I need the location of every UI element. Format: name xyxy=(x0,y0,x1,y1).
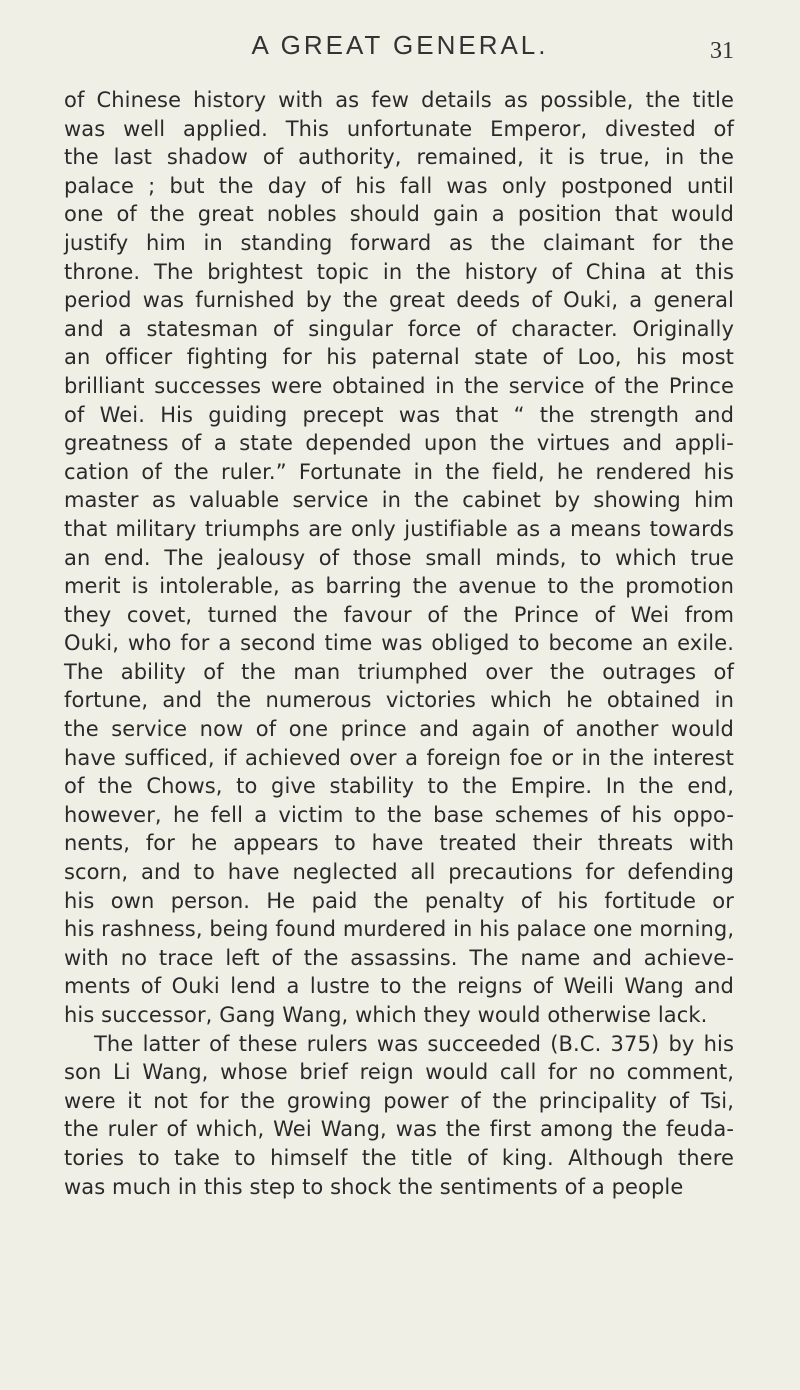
text-line: throne. The brightest topic in the history of China at this xyxy=(64,259,734,284)
text-line: was well applied. This unfortunate Emperor, divested of xyxy=(64,116,734,141)
text-line: his rashness, being found murdered in his palace one morning, xyxy=(64,917,735,942)
text-line: that military triumphs are only justifiable as a means towards xyxy=(64,516,734,541)
text-line: the ruler of which, Wei Wang, was the first among the feuda- xyxy=(64,1117,734,1142)
text-line: Ouki, who for a second time was obliged to become an exile. xyxy=(64,631,734,656)
text-line: The latter of these rulers was succeeded (B.C. 375) by his xyxy=(94,1031,734,1056)
text-line: greatness of a state depended upon the virtues and appli- xyxy=(64,431,734,456)
text-line: was much in this step to shock the sentiments of a people xyxy=(64,1174,684,1199)
text-line: of the Chows, to give stability to the Empire. In the end, xyxy=(64,774,734,799)
text-line: of Wei. His guiding precept was that “ the strength and xyxy=(64,402,734,427)
text-line: scorn, and to have neglected all precautions for defending xyxy=(64,860,734,885)
text-line: merit is intolerable, as barring the avenue to the promotion xyxy=(64,574,734,599)
text-line: ments of Ouki lend a lustre to the reigns of Weili Wang and xyxy=(64,974,734,999)
text-line: fortune, and the numerous victories which he obtained in xyxy=(64,688,734,713)
text-line: The ability of the man triumphed over the outrages of xyxy=(64,659,734,684)
text-line: they covet, turned the favour of the Prince of Wei from xyxy=(64,602,734,627)
text-line: however, he fell a victim to the base schemes of his oppo- xyxy=(64,802,734,827)
text-line: the service now of one prince and again of another would xyxy=(64,717,734,742)
page-number: 31 xyxy=(710,38,734,64)
text-line: one of the great nobles should gain a position that would xyxy=(64,202,734,227)
running-title: A GREAT GENERAL. xyxy=(251,30,549,60)
text-line: justify him in standing forward as the claimant for the xyxy=(64,230,734,255)
text-line: cation of the ruler.” Fortunate in the field, he rendered his xyxy=(64,459,734,484)
text-line: with no trace left of the assassins. The name and achieve- xyxy=(64,945,734,970)
text-line: were it not for the growing power of the principality of Tsi, xyxy=(64,1088,734,1113)
text-line: have sufficed, if achieved over a foreign foe or in the interest xyxy=(64,745,734,770)
running-head xyxy=(0,30,800,70)
text-line: the last shadow of authority, remained, it is true, in the xyxy=(64,145,734,170)
text-line: his own person. He paid the penalty of his fortitude or xyxy=(64,888,734,913)
text-line: period was furnished by the great deeds of Ouki, a general xyxy=(64,288,734,313)
text-line: of Chinese history with as few details as possible, the title xyxy=(64,88,734,112)
text-line: son Li Wang, whose brief reign would call for no comment, xyxy=(64,1060,734,1085)
text-line: an officer fighting for his paternal state of Loo, his most xyxy=(64,345,734,370)
text-line: nents, for he appears to have treated their threats with xyxy=(64,831,734,856)
text-line: master as valuable service in the cabinet by showing him xyxy=(64,488,734,513)
text-line: tories to take to himself the title of king. Although there xyxy=(64,1145,734,1170)
text-line: brilliant successes were obtained in the service of the Prince xyxy=(64,373,734,398)
text-line: and a statesman of singular force of character. Originally xyxy=(64,316,734,341)
text-line: his successor, Gang Wang, which they would otherwise lack. xyxy=(64,1003,708,1027)
text-line: palace ; but the day of his fall was only postponed until xyxy=(64,173,734,198)
body-text xyxy=(64,86,734,1201)
text-line: an end. The jealousy of those small minds, to which true xyxy=(64,545,734,570)
